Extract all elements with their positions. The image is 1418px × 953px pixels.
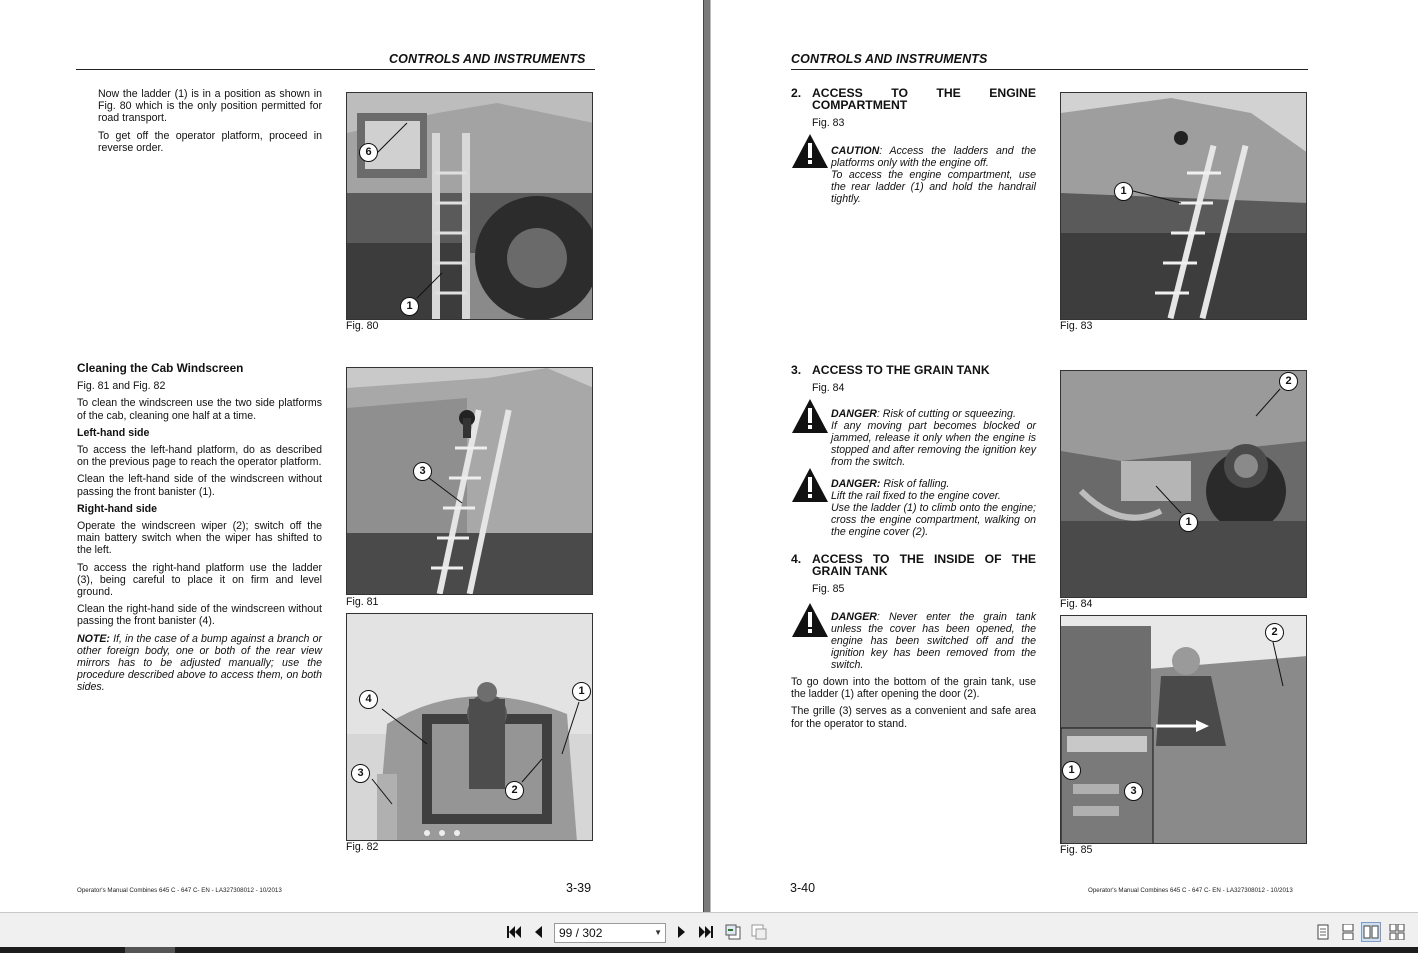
section-title	[791, 553, 1036, 577]
left-page	[0, 0, 703, 912]
callout-2: 2	[505, 781, 524, 800]
callout-1: 1	[572, 682, 591, 701]
grain-tank-inside-section	[791, 553, 1036, 601]
page-header: CONTROLS AND INSTRUMENTS	[389, 52, 586, 66]
figure-85-image	[1060, 615, 1307, 844]
paragraph: The grille (3) serves as a convenient and safe area for the operator to stand.	[791, 705, 1036, 730]
figure-reference: Fig. 84	[812, 382, 845, 395]
warning-label: DANGER	[831, 408, 877, 420]
status-bar	[0, 947, 1418, 953]
figure-82-image	[346, 613, 593, 841]
figure-caption: Fig. 82	[346, 841, 379, 853]
callout-3: 3	[1124, 782, 1143, 801]
header-rule	[791, 69, 1308, 70]
last-page-icon[interactable]	[696, 922, 716, 942]
paragraph: Operate the windscreen wiper (2); switch off the main battery switch when the wiper has shifted to the left.	[77, 520, 322, 557]
figure-reference: Fig. 85	[812, 583, 845, 596]
callout-3: 3	[351, 764, 370, 783]
figure-caption: Fig. 83	[1060, 320, 1093, 332]
engine-compartment-section	[791, 87, 1036, 135]
section-heading: ACCESS TO THE INSIDE OF THE GRAIN TANK	[812, 552, 1036, 579]
section-heading: ACCESS TO THE ENGINE COMPARTMENT	[812, 86, 1036, 113]
callout-1: 1	[1062, 761, 1081, 780]
status-segment	[125, 947, 175, 953]
section-number: 2.	[791, 86, 802, 100]
warning-text: : Risk of cutting or squeezing.	[876, 408, 1016, 420]
page-number-value: 99 / 302	[559, 926, 603, 940]
page-number: 3-40	[790, 881, 816, 895]
cab-windscreen-section	[77, 362, 322, 699]
subsection-title: Right-hand side	[77, 502, 158, 515]
section-heading: ACCESS TO THE GRAIN TANK	[812, 363, 990, 377]
callout-2: 2	[1279, 372, 1298, 391]
paragraph: To access the left-hand platform, do as described on the previous page to reach the operator platform.	[77, 444, 322, 469]
grain-tank-inside-text	[791, 676, 1036, 735]
page-number-input[interactable]	[554, 923, 666, 943]
paragraph: Clean the right-hand side of the windscreen without passing the front banister (4).	[77, 603, 322, 628]
figure-84-image	[1060, 370, 1307, 598]
figure-83-image	[1060, 92, 1307, 320]
warning-icon	[791, 467, 829, 503]
danger-notice	[831, 478, 1036, 538]
section-number: 4.	[791, 552, 802, 566]
intro-text	[98, 88, 322, 159]
figure-81-image	[346, 367, 593, 595]
go-back-icon[interactable]	[723, 922, 743, 942]
section-title: Cleaning the Cab Windscreen	[77, 361, 244, 375]
callout-2: 2	[1265, 623, 1284, 642]
single-page-view-icon[interactable]	[1313, 922, 1333, 942]
warning-icon	[791, 133, 829, 169]
figure-caption: Fig. 81	[346, 596, 379, 608]
figure-80-image	[346, 92, 593, 320]
warning-text: : Access the ladders and the platforms only with the engine off.	[831, 145, 1036, 169]
paragraph: To access the right-hand platform use the ladder (3), being careful to place it on firm and level ground.	[77, 561, 322, 599]
paragraph: To clean the windscreen use the two side platforms of the cab, cleaning one half at a time.	[77, 397, 322, 422]
figure-caption: Fig. 85	[1060, 844, 1093, 856]
callout-3: 3	[413, 462, 432, 481]
warning-label: DANGER	[831, 611, 877, 623]
warning-label: CAUTION	[831, 145, 880, 157]
figure-reference: Fig. 83	[812, 117, 845, 130]
figure-reference: Fig. 81 and Fig. 82	[77, 380, 166, 393]
warning-icon	[791, 602, 829, 638]
callout-1: 1	[400, 297, 419, 316]
section-title	[791, 364, 1036, 376]
paragraph: Clean the left-hand side of the windscreen without passing the front banister (1).	[77, 473, 322, 498]
previous-page-icon[interactable]	[528, 922, 548, 942]
next-page-icon[interactable]	[672, 922, 692, 942]
caution-notice	[831, 145, 1036, 205]
figure-caption: Fig. 84	[1060, 598, 1093, 610]
warning-text: To access the engine compartment, use the rear ladder (1) and hold the handrail tightly.	[831, 169, 1036, 205]
go-forward-icon[interactable]	[749, 922, 769, 942]
warning-text: : Never enter the grain tank unless the cover has been opened, the engine has been switched off and the ignition key has been removed from the switch.	[831, 611, 1036, 671]
first-page-icon[interactable]	[504, 922, 524, 942]
page-gutter	[703, 0, 711, 912]
note	[77, 633, 322, 694]
warning-text: Use the ladder (1) to climb onto the engine; cross the engine compartment, walking on the engine cover (2).	[831, 502, 1036, 538]
intro-paragraph: Now the ladder (1) is in a position as shown in Fig. 80 which is the only position permitted for road transport.	[98, 88, 322, 125]
danger-notice	[831, 611, 1036, 671]
facing-view-icon[interactable]	[1361, 922, 1381, 942]
paragraph: To go down into the bottom of the grain tank, use the ladder (1) after opening the door (2).	[791, 676, 1036, 701]
callout-4: 4	[359, 690, 378, 709]
intro-paragraph: To get off the operator platform, proceed in reverse order.	[98, 129, 322, 154]
right-page	[711, 0, 1418, 912]
warning-text: Lift the rail fixed to the engine cover.	[831, 490, 1001, 502]
warning-text: Risk of falling.	[880, 478, 950, 490]
warning-icon	[791, 398, 829, 434]
chevron-down-icon[interactable]: ▼	[654, 928, 662, 937]
warning-label: DANGER:	[831, 478, 881, 490]
continuous-facing-view-icon[interactable]	[1387, 922, 1407, 942]
subsection-title: Left-hand side	[77, 426, 150, 439]
callout-1: 1	[1114, 182, 1133, 201]
figure-caption: Fig. 80	[346, 320, 379, 332]
continuous-view-icon[interactable]	[1338, 922, 1358, 942]
danger-notice	[831, 408, 1036, 468]
page-header: CONTROLS AND INSTRUMENTS	[791, 52, 988, 66]
note-text: If, in the case of a bump against a branch or other foreign body, one or both of the rear view mirrors has to be adjusted manually; use the procedure described above to access them, on both sides.	[77, 632, 322, 694]
warning-text: If any moving part becomes blocked or jammed, release it only when the engine is stopped and after removing the ignition key from the switch.	[831, 420, 1036, 468]
page-footer: Operator's Manual Combines 645 C - 647 C- EN - LA327308012 - 10/2013	[1088, 887, 1293, 894]
note-label: NOTE:	[77, 632, 110, 645]
section-title	[791, 87, 1036, 111]
grain-tank-section	[791, 364, 1036, 399]
callout-6: 6	[359, 143, 378, 162]
page-footer: Operator's Manual Combines 645 C - 647 C- EN - LA327308012 - 10/2013	[77, 887, 282, 894]
callout-1: 1	[1179, 513, 1198, 532]
section-number: 3.	[791, 363, 802, 377]
page-number: 3-39	[566, 881, 592, 895]
header-rule	[76, 69, 595, 70]
